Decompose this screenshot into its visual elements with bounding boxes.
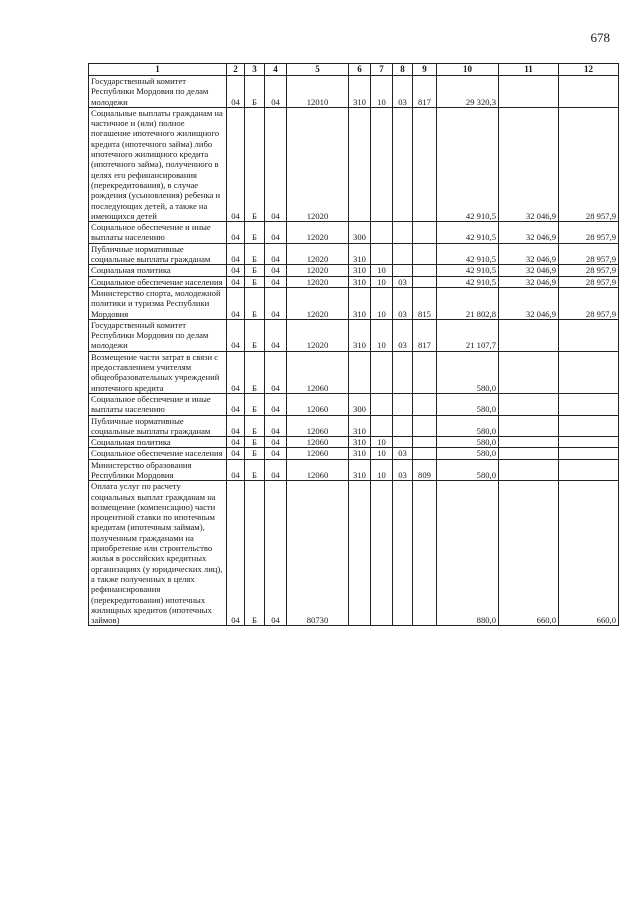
col-type: 310 [349,437,371,448]
col-target: 12060 [287,393,349,415]
col-subsection [393,222,413,244]
col-amount-2: 32 046,9 [499,265,559,276]
column-header: 4 [265,64,287,76]
col-section-code [371,243,393,265]
col-ministry [413,415,437,437]
col-type: 310 [349,448,371,459]
col-amount-2 [499,459,559,481]
col-type: 310 [349,459,371,481]
col-type: 310 [349,415,371,437]
table-row [89,76,619,108]
col-target: 12060 [287,351,349,393]
table-row [89,459,619,481]
col-section-code [371,481,393,626]
col-amount-2: 660,0 [499,481,559,626]
col-amount-3: 28 957,9 [559,107,619,221]
col-ministry: 815 [413,287,437,319]
col-section: 04 [227,222,245,244]
row-name: Оплата услуг по расчету социальных выплат гражданам на возмещение (компенсацию) части процентной ставки по ипотечным кредитам (ипотечным займам), полученным гражданами на приобретение или строительство жилья в российских кредитных организациях (у юридических лиц), а также полученных в целях рефинансирования (перекредитования) ипотечных жилищных кредитов (ипотечных займов) [89,481,227,626]
col-section-code [371,415,393,437]
col-ministry [413,393,437,415]
col-section: 04 [227,319,245,351]
column-header: 12 [559,64,619,76]
col-letter: Б [245,222,265,244]
col-target: 12020 [287,107,349,221]
col-amount-1: 42 910,5 [437,222,499,244]
table-row [89,107,619,221]
col-target: 12020 [287,222,349,244]
col-amount-1: 42 910,5 [437,276,499,287]
col-target: 12060 [287,448,349,459]
col-sub: 04 [265,351,287,393]
col-amount-1: 580,0 [437,448,499,459]
col-letter: Б [245,243,265,265]
col-target: 12020 [287,287,349,319]
col-subsection [393,393,413,415]
row-name: Публичные нормативные социальные выплаты гражданам [89,243,227,265]
col-type: 300 [349,393,371,415]
col-section-code [371,107,393,221]
col-sub: 04 [265,415,287,437]
col-section: 04 [227,276,245,287]
col-target: 12060 [287,459,349,481]
column-header: 2 [227,64,245,76]
col-amount-3: 28 957,9 [559,222,619,244]
col-subsection: 03 [393,276,413,287]
col-letter: Б [245,351,265,393]
col-type: 310 [349,287,371,319]
col-amount-2 [499,76,559,108]
col-ministry [413,222,437,244]
col-letter: Б [245,448,265,459]
table-row [89,415,619,437]
col-section: 04 [227,459,245,481]
column-header: 5 [287,64,349,76]
col-amount-3: 28 957,9 [559,243,619,265]
col-subsection: 03 [393,448,413,459]
col-subsection: 03 [393,287,413,319]
col-letter: Б [245,393,265,415]
col-target: 12060 [287,415,349,437]
table-row [89,276,619,287]
table-row [89,243,619,265]
col-sub: 04 [265,107,287,221]
col-section-code [371,393,393,415]
col-ministry [413,448,437,459]
col-sub: 04 [265,459,287,481]
col-amount-2: 32 046,9 [499,243,559,265]
col-section: 04 [227,243,245,265]
column-header: 8 [393,64,413,76]
col-sub: 04 [265,276,287,287]
col-ministry: 817 [413,76,437,108]
col-amount-2: 32 046,9 [499,222,559,244]
col-section: 04 [227,415,245,437]
col-amount-3 [559,415,619,437]
col-target: 12020 [287,319,349,351]
col-sub: 04 [265,448,287,459]
col-subsection [393,243,413,265]
col-section-code: 10 [371,265,393,276]
col-amount-3 [559,319,619,351]
col-section: 04 [227,481,245,626]
row-name: Социальное обеспечение населения [89,448,227,459]
row-name: Социальное обеспечение и иные выплаты населению [89,393,227,415]
col-amount-1: 580,0 [437,393,499,415]
table-row [89,319,619,351]
row-name: Социальное обеспечение населения [89,276,227,287]
col-letter: Б [245,287,265,319]
col-section: 04 [227,437,245,448]
col-type [349,481,371,626]
column-header: 3 [245,64,265,76]
col-target: 12020 [287,276,349,287]
column-header: 7 [371,64,393,76]
col-amount-2 [499,448,559,459]
col-amount-1: 880,0 [437,481,499,626]
col-subsection [393,437,413,448]
table-row [89,287,619,319]
col-target: 12020 [287,265,349,276]
col-amount-2 [499,351,559,393]
col-section: 04 [227,393,245,415]
col-target: 80730 [287,481,349,626]
col-amount-3 [559,459,619,481]
col-type: 310 [349,319,371,351]
col-amount-1: 42 910,5 [437,265,499,276]
col-ministry [413,265,437,276]
column-header: 9 [413,64,437,76]
col-amount-1: 29 320,3 [437,76,499,108]
col-sub: 04 [265,437,287,448]
table-row [89,481,619,626]
col-letter: Б [245,76,265,108]
col-type: 300 [349,222,371,244]
table-row [89,351,619,393]
col-amount-3 [559,448,619,459]
col-amount-1: 21 802,8 [437,287,499,319]
col-amount-3 [559,76,619,108]
col-section-code: 10 [371,437,393,448]
col-sub: 04 [265,222,287,244]
col-amount-2 [499,415,559,437]
col-section-code: 10 [371,287,393,319]
col-subsection: 03 [393,459,413,481]
col-ministry: 809 [413,459,437,481]
col-section-code: 10 [371,76,393,108]
col-amount-1: 580,0 [437,437,499,448]
col-sub: 04 [265,481,287,626]
col-letter: Б [245,437,265,448]
col-amount-3 [559,351,619,393]
col-sub: 04 [265,76,287,108]
col-ministry [413,107,437,221]
col-section: 04 [227,351,245,393]
row-name: Социальные выплаты гражданам на частичное и (или) полное погашение ипотечного жилищного кредита (ипотечного займа) либо ипотечного жилищного кредита (ипотечного займа), полученного в целях его рефинансирования (перекредитования), в случае рождения (усыновления) ребенка и последующих детей, а также на имеющихся детей [89,107,227,221]
column-header: 6 [349,64,371,76]
row-name: Социальная политика [89,437,227,448]
col-letter: Б [245,319,265,351]
col-subsection [393,481,413,626]
col-letter: Б [245,107,265,221]
col-type: 310 [349,265,371,276]
col-type [349,107,371,221]
col-letter: Б [245,265,265,276]
col-amount-1: 580,0 [437,415,499,437]
budget-table [88,63,619,626]
col-sub: 04 [265,265,287,276]
col-section-code: 10 [371,276,393,287]
table-row [89,265,619,276]
table-row [89,393,619,415]
col-amount-1: 580,0 [437,351,499,393]
col-subsection [393,107,413,221]
row-name: Публичные нормативные социальные выплаты гражданам [89,415,227,437]
table-row [89,437,619,448]
col-target: 12060 [287,437,349,448]
col-amount-2 [499,319,559,351]
col-section: 04 [227,448,245,459]
col-amount-3: 28 957,9 [559,287,619,319]
row-name: Возмещение части затрат в связи с предоставлением учителям общеобразовательных учреждений ипотечного кредита [89,351,227,393]
col-section: 04 [227,76,245,108]
row-name: Министерство образования Республики Мордовия [89,459,227,481]
col-amount-3 [559,393,619,415]
col-ministry: 817 [413,319,437,351]
col-amount-3: 660,0 [559,481,619,626]
col-amount-2: 32 046,9 [499,287,559,319]
col-sub: 04 [265,393,287,415]
col-amount-1: 42 910,5 [437,107,499,221]
col-amount-2: 32 046,9 [499,276,559,287]
col-letter: Б [245,459,265,481]
col-sub: 04 [265,243,287,265]
table-row [89,222,619,244]
col-subsection [393,265,413,276]
col-section-code: 10 [371,448,393,459]
col-amount-2 [499,393,559,415]
column-header: 1 [89,64,227,76]
col-ministry [413,351,437,393]
row-name: Министерство спорта, молодежной политики и туризма Республики Мордовия [89,287,227,319]
col-amount-2: 32 046,9 [499,107,559,221]
row-name: Государственный комитет Республики Мордовия по делам молодежи [89,319,227,351]
col-ministry [413,437,437,448]
col-type: 310 [349,243,371,265]
col-amount-2 [499,437,559,448]
col-type: 310 [349,76,371,108]
col-section: 04 [227,107,245,221]
col-section-code: 10 [371,459,393,481]
table-row [89,448,619,459]
table-body [89,76,619,626]
table-header-row [89,64,619,76]
col-amount-3: 28 957,9 [559,276,619,287]
col-target: 12010 [287,76,349,108]
col-amount-1: 580,0 [437,459,499,481]
col-amount-3 [559,437,619,448]
col-section-code [371,351,393,393]
column-header: 10 [437,64,499,76]
col-type [349,351,371,393]
col-type: 310 [349,276,371,287]
row-name: Государственный комитет Республики Мордовия по делам молодежи [89,76,227,108]
col-section: 04 [227,287,245,319]
col-sub: 04 [265,287,287,319]
row-name: Социальное обеспечение и иные выплаты населению [89,222,227,244]
row-name: Социальная политика [89,265,227,276]
col-ministry [413,243,437,265]
col-target: 12020 [287,243,349,265]
col-section-code [371,222,393,244]
col-amount-1: 21 107,7 [437,319,499,351]
col-subsection: 03 [393,76,413,108]
col-subsection [393,415,413,437]
col-ministry [413,481,437,626]
col-ministry [413,276,437,287]
col-sub: 04 [265,319,287,351]
col-letter: Б [245,276,265,287]
col-amount-3: 28 957,9 [559,265,619,276]
col-section: 04 [227,265,245,276]
col-subsection [393,351,413,393]
column-header: 11 [499,64,559,76]
col-letter: Б [245,415,265,437]
page-number: 678 [590,30,610,45]
col-amount-1: 42 910,5 [437,243,499,265]
col-section-code: 10 [371,319,393,351]
col-letter: Б [245,481,265,626]
col-subsection: 03 [393,319,413,351]
